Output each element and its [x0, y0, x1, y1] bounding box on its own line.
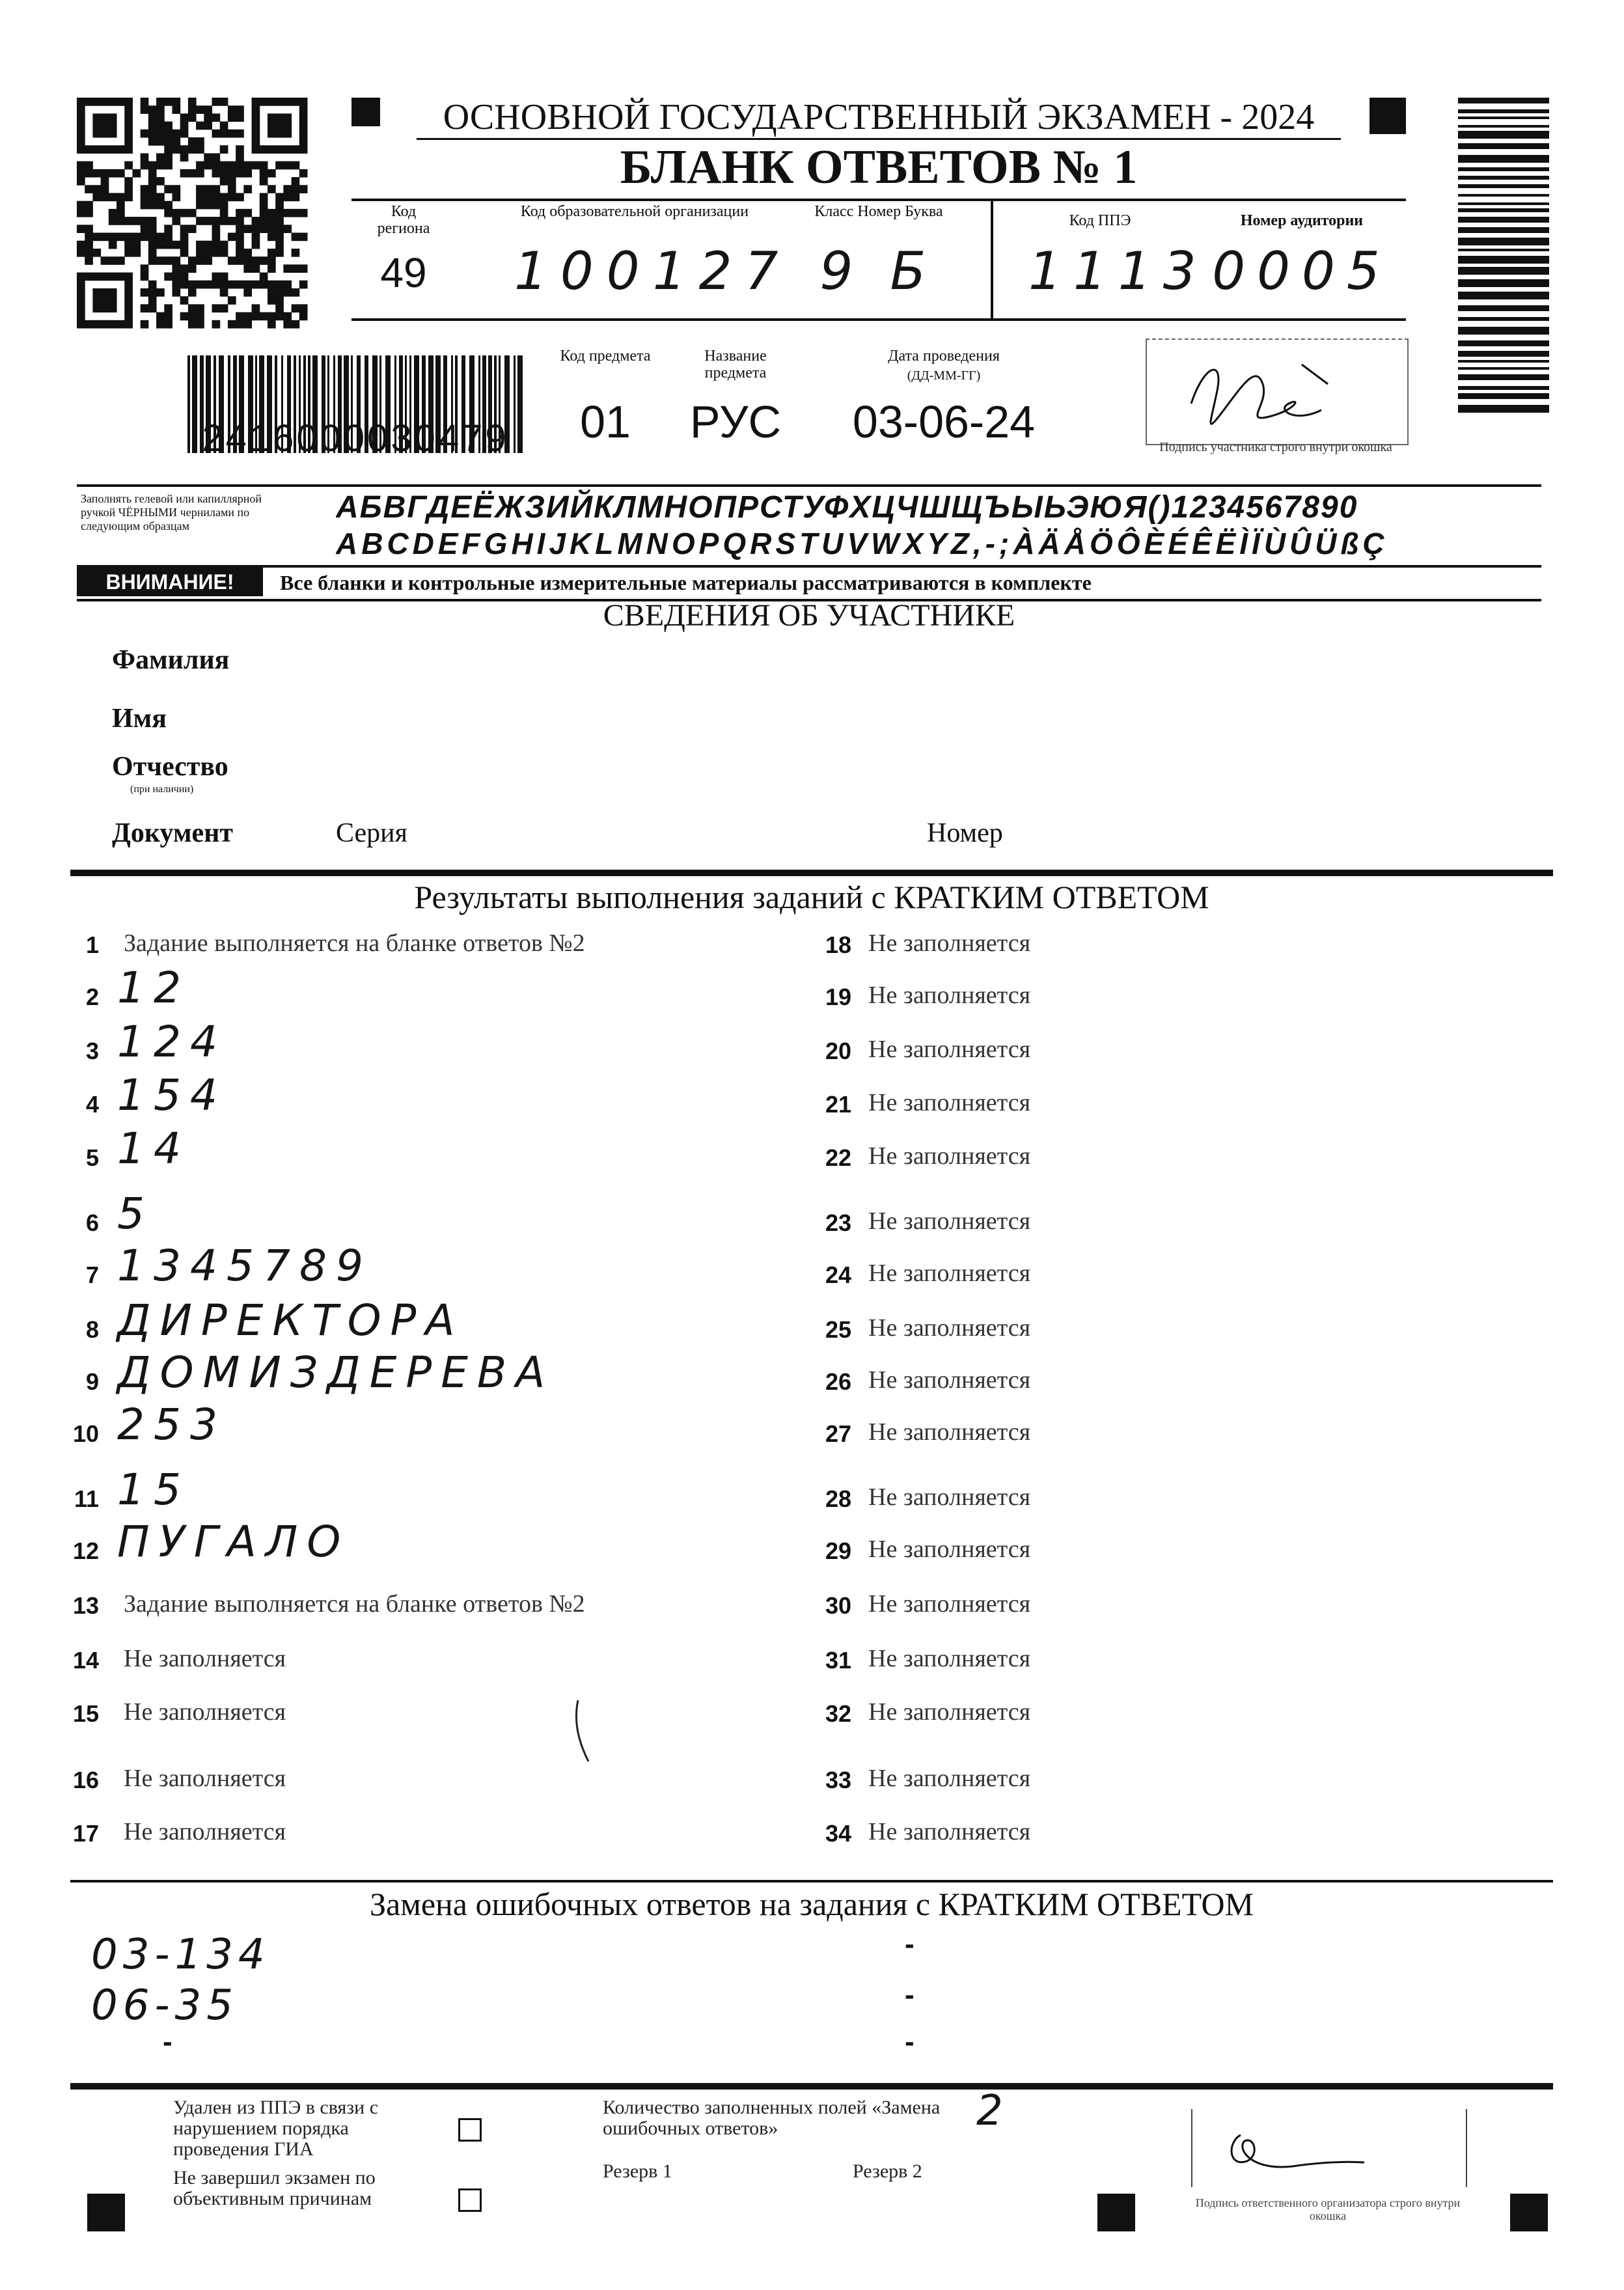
task-status-right: Не заполняется [868, 982, 1031, 1009]
subject-code-value: 01 [580, 396, 631, 447]
replacement-dash-r1: - [905, 1928, 915, 1960]
task-status-right: Не заполняется [868, 1314, 1031, 1342]
task-status-right: Не заполняется [868, 1483, 1031, 1511]
sample-rule-top [77, 484, 1541, 487]
class-number: 9 [819, 241, 853, 301]
warning-badge: ВНИМАНИЕ! [77, 568, 263, 596]
date-value: 03-06-24 [852, 396, 1036, 447]
task-number-right: 27 [825, 1420, 851, 1447]
sample-instruction: Заполнять гелевой или капиллярной ручкой ЧЁРНЫМИ чернилами по следующим образцам [81, 492, 262, 532]
replacement-rule [70, 1880, 1553, 1883]
task-number-right: 20 [825, 1038, 851, 1064]
sample-cyrillic: АБВГДЕЁЖЗИЙКЛМНОПРСТУФХЦЧШЩЪЫЬЭЮЯ()1234567890 [336, 490, 1358, 525]
replacement-count-value[interactable]: 2 [976, 2087, 1003, 2135]
class-label: Класс Номер Буква [814, 203, 943, 220]
replacement-count-label: Количество заполненных полей «Замена ошибочных ответов» [603, 2097, 941, 2139]
task-status-right: Не заполняется [868, 1645, 1031, 1672]
task-number-right: 18 [825, 931, 851, 958]
room-value: 0005 [1212, 241, 1392, 301]
task-number-right: 21 [825, 1091, 851, 1118]
stripe-code [1458, 98, 1549, 417]
task-status-left: Не заполняется [124, 1765, 286, 1792]
task-answer-handwritten[interactable]: 1345789 [117, 1241, 372, 1291]
task-status-left: Не заполняется [124, 1698, 286, 1726]
class-letter: Б [890, 241, 926, 301]
corner-marker-bottom-left [87, 2194, 125, 2231]
sample-latin: ABCDEFGHIJKLMNOPQRSTUVWXYZ,-;ÀÄÅÖÔÈÉÊËÌÏÙÛÜßÇ [336, 527, 1388, 560]
task-answer-handwritten[interactable]: 5 [117, 1189, 154, 1239]
task-number-left: 5 [85, 1144, 99, 1171]
task-number-right: 22 [825, 1144, 851, 1171]
task-number-left: 10 [72, 1420, 99, 1447]
task-number-left: 1 [85, 931, 99, 958]
task-number-left: 2 [85, 984, 99, 1010]
task-status-right: Не заполняется [868, 1590, 1031, 1618]
removed-label: Удален из ППЭ в связи с нарушением порядка проведения ГИА [173, 2097, 379, 2160]
task-number-left: 15 [72, 1700, 99, 1727]
participant-section-title: СВЕДЕНИЯ ОБ УЧАСТНИКЕ [603, 598, 1015, 633]
not-completed-checkbox[interactable] [458, 2188, 482, 2212]
replacement-entry-2[interactable]: 06-35 [91, 1981, 238, 2030]
subject-name-value: РУС [689, 396, 782, 447]
org-label: Код образовательной организации [520, 203, 749, 220]
results-section-title: Результаты выполнения заданий с КРАТКИМ ОТВЕТОМ [414, 879, 1209, 915]
task-number-right: 26 [825, 1368, 851, 1395]
task-number-right: 31 [825, 1647, 851, 1674]
corner-marker-bottom-right [1510, 2194, 1548, 2231]
participant-signature [1165, 345, 1373, 443]
room-label: Номер аудитории [1240, 212, 1364, 229]
task-number-left: 11 [74, 1485, 99, 1512]
task-number-right: 30 [825, 1592, 851, 1619]
subject-name-label: Название предмета [704, 348, 767, 381]
reserve-1-label: Резерв 1 [603, 2160, 672, 2182]
stray-mark [573, 1699, 592, 1764]
responsible-caption: Подпись ответственного организатора строго внутри окошка [1195, 2196, 1461, 2222]
task-answer-handwritten[interactable]: 12 [117, 963, 190, 1013]
task-number-left: 14 [72, 1647, 99, 1674]
barcode-number: 2416000030479 [202, 417, 509, 460]
task-number-left: 17 [72, 1820, 99, 1847]
ppe-value: 1113 [1028, 241, 1208, 301]
task-number-left: 13 [72, 1592, 99, 1619]
corner-marker-bottom-center [1097, 2194, 1135, 2231]
task-answer-handwritten[interactable]: 124 [117, 1017, 227, 1067]
task-answer-handwritten[interactable]: 154 [117, 1070, 227, 1120]
task-status-right: Не заполняется [868, 1089, 1031, 1116]
corner-marker-top-right [1369, 98, 1406, 134]
org-value: 100127 [514, 241, 791, 301]
task-status-right: Не заполняется [868, 1698, 1031, 1726]
surname-label: Фамилия [112, 645, 230, 675]
task-status-right: Не заполняется [868, 1818, 1031, 1845]
subject-code-label: Код предмета [560, 348, 651, 365]
task-answer-handwritten[interactable]: ДИРЕКТОРА [117, 1295, 464, 1345]
warning-text: Все бланки и контрольные измерительные материалы рассматриваются в комплекте [280, 571, 1092, 594]
task-status-left: Задание выполняется на бланке ответов №2 [124, 930, 585, 957]
replacement-dash-3: - [163, 2026, 172, 2058]
replacement-dash-r2: - [905, 1979, 915, 2011]
task-status-left: Не заполняется [124, 1818, 286, 1845]
form-title: БЛАНК ОТВЕТОВ № 1 [620, 141, 1138, 194]
task-number-left: 16 [72, 1767, 99, 1793]
task-number-right: 29 [825, 1538, 851, 1564]
qr-code [77, 98, 307, 328]
task-answer-handwritten[interactable]: ПУГАЛО [117, 1517, 350, 1567]
task-number-right: 25 [825, 1316, 851, 1343]
task-number-left: 3 [85, 1038, 99, 1064]
replacement-dash-r3: - [905, 2026, 915, 2058]
patronymic-note: (при наличии) [130, 784, 194, 795]
task-number-right: 33 [825, 1767, 851, 1793]
task-number-right: 28 [825, 1485, 851, 1512]
series-label: Серия [336, 818, 407, 848]
reserve-2-label: Резерв 2 [853, 2160, 922, 2182]
task-answer-handwritten[interactable]: 15 [117, 1465, 190, 1515]
task-status-right: Не заполняется [868, 930, 1031, 957]
task-number-left: 4 [85, 1091, 99, 1118]
task-status-right: Не заполняется [868, 1765, 1031, 1792]
task-status-left: Задание выполняется на бланке ответов №2 [124, 1590, 585, 1618]
task-number-left: 9 [85, 1368, 99, 1395]
not-completed-label: Не завершил экзамен по объективным причинам [173, 2167, 376, 2209]
task-number-right: 34 [825, 1820, 851, 1847]
task-number-right: 19 [825, 984, 851, 1010]
codes-divider [991, 199, 993, 318]
replacement-entry-1[interactable]: 03-134 [91, 1931, 270, 1979]
task-number-right: 23 [825, 1209, 851, 1236]
task-status-right: Не заполняется [868, 1536, 1031, 1563]
task-status-left: Не заполняется [124, 1645, 286, 1672]
task-answer-handwritten[interactable]: 253 [117, 1400, 227, 1450]
ppe-label: Код ППЭ [1069, 212, 1131, 229]
task-answer-handwritten[interactable]: ДОМИЗДЕРЕВА [117, 1347, 555, 1398]
task-answer-handwritten[interactable]: 14 [117, 1124, 190, 1174]
task-number-left: 7 [85, 1262, 99, 1288]
region-label: Код региона [377, 203, 430, 237]
corner-marker-top-left [351, 98, 380, 126]
task-number-left: 12 [72, 1538, 99, 1564]
task-number-right: 24 [825, 1262, 851, 1288]
replacement-section-title: Замена ошибочных ответов на задания с КРАТКИМ ОТВЕТОМ [369, 1886, 1254, 1922]
name-label: Имя [112, 704, 167, 734]
task-status-right: Не заполняется [868, 1207, 1031, 1235]
task-status-right: Не заполняется [868, 1366, 1031, 1394]
date-label: Дата проведения [888, 348, 1000, 365]
responsible-signature [1215, 2116, 1384, 2181]
signature-caption: Подпись участника строго внутри окошка [1159, 440, 1392, 454]
task-status-right: Не заполняется [868, 1036, 1031, 1063]
footer-rule [70, 2083, 1553, 2090]
task-status-right: Не заполняется [868, 1260, 1031, 1287]
document-label: Документ [112, 818, 234, 848]
task-status-right: Не заполняется [868, 1142, 1031, 1170]
date-format: (ДД-ММ-ГГ) [907, 368, 981, 383]
task-number-left: 6 [85, 1209, 99, 1236]
task-number-left: 8 [85, 1316, 99, 1343]
region-value: 49 [380, 249, 427, 296]
patronymic-label: Отчество [112, 752, 228, 782]
exam-title: ОСНОВНОЙ ГОСУДАРСТВЕННЫЙ ЭКЗАМЕН - 2024 [417, 96, 1341, 140]
removed-checkbox[interactable] [458, 2118, 482, 2142]
task-status-right: Не заполняется [868, 1418, 1031, 1446]
results-rule [70, 870, 1553, 876]
task-number-right: 32 [825, 1700, 851, 1727]
number-label: Номер [927, 818, 1003, 848]
